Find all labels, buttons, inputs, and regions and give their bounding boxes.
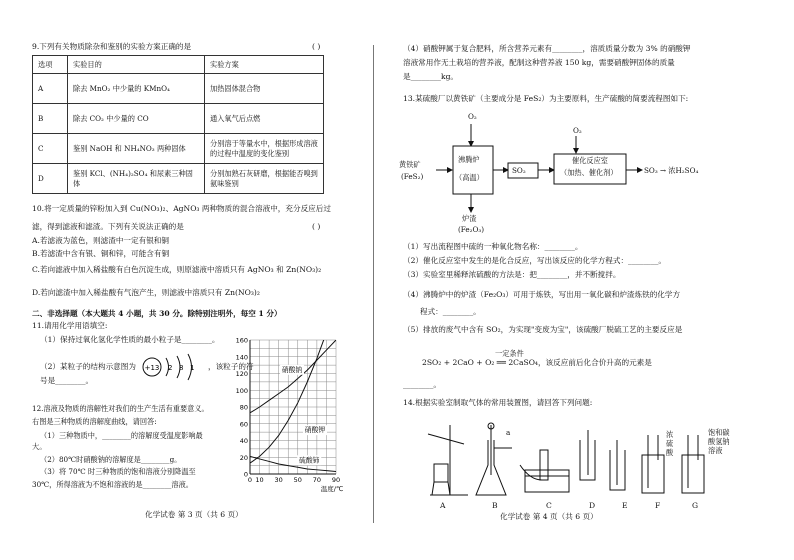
- table-cell: 除去 MnO₂ 中少量的 KMnO₄: [68, 74, 205, 104]
- table-cell: 通入氧气后点燃: [205, 104, 324, 134]
- q12-line-3: （1）三种物质中，________的溶解度受温度影响最: [40, 431, 203, 440]
- x-tick-label: 70: [312, 476, 322, 484]
- apparatus-label: C: [546, 501, 552, 510]
- oxygen-input-2: O₂: [573, 126, 582, 135]
- q12-line-4: 大。: [32, 442, 47, 451]
- ore-formula: (FeS₂): [401, 172, 424, 181]
- q10-answer-paren: ( ): [312, 222, 321, 231]
- page-footer-left: 化学试卷 第 3 页（共 6 页）: [145, 510, 243, 519]
- shell-electrons: 8: [179, 364, 184, 372]
- x-tick-label: 90: [331, 476, 341, 484]
- q13-part-3: （3）实验室里稀释浓硫酸的方法是：把________，并不断搅拌。: [403, 270, 621, 279]
- q11-part-1: （1）保持过氧化氢化学性质的最小粒子是________。: [40, 335, 220, 344]
- apparatus-label: D: [589, 501, 596, 510]
- product-label: → 浓H₂SO₄: [660, 166, 699, 175]
- apparatus-label-a-tube: a: [506, 428, 511, 437]
- y-tick-label: 140: [235, 353, 248, 362]
- q13-part-5a: （5）排放的废气中含有 SO₂，为实现"变废为宝"，该硫酸厂脱硫工艺的主要反应是: [403, 325, 683, 334]
- page-footer-right: 化学试卷 第 4 页（共 6 页）: [500, 512, 598, 521]
- converter-condition: （加热、催化剂）: [560, 168, 618, 177]
- apparatus-label: A: [440, 501, 446, 510]
- table-cell: D: [33, 164, 68, 194]
- converter-label: 催化反应室: [572, 156, 608, 165]
- y-tick-label: 40: [239, 437, 248, 445]
- apparatus-a: [428, 425, 468, 495]
- series-label: 硫酸铈: [299, 456, 320, 465]
- q12-line-5: （2）80℃时硝酸钠的溶解度是________g。: [40, 455, 182, 464]
- furnace-label: 沸腾炉: [458, 155, 480, 164]
- table-cell: 除去 CO₂ 中少量的 CO: [68, 104, 205, 134]
- table-header: 实验方案: [205, 56, 324, 74]
- apparatus-f: [642, 435, 664, 493]
- q13-part-2: （2）催化反应室中发生的是化合反应，写出该反应的化学方程式：________。: [403, 256, 667, 265]
- q13-part-4a: （4）沸腾炉中的炉渣（Fe₂O₃）可用于炼铁，写出用一氧化碳和炉渣炼铁的化学方: [403, 290, 681, 299]
- q12-part4-line2: 溶液常用作无土栽培的营养液，配制这种营养液 150 kg，需要硝酸钾固体的质量: [403, 58, 675, 67]
- atomic-structure-diagram: [140, 352, 210, 382]
- apparatus-c: [520, 450, 569, 492]
- y-tick-label: 20: [239, 453, 248, 462]
- series-label: 硝酸钾: [304, 426, 326, 435]
- q11-part-2b: ，该粒子的符: [208, 362, 254, 371]
- solubility-chart: [228, 334, 346, 494]
- y-tick-label: 160: [235, 336, 248, 345]
- table-cell: B: [33, 104, 68, 134]
- series-label: 硝酸钠: [281, 365, 303, 374]
- slag-formula: (Fe₂O₃): [458, 225, 485, 234]
- y-tick-label: 0: [243, 470, 248, 479]
- series-line-1: [250, 340, 336, 413]
- q12-part4-line3: 是________kg。: [403, 72, 459, 81]
- page-divider: [373, 45, 374, 523]
- q13-part-5c: ________。: [403, 380, 441, 389]
- q12-line-2: 右图是三种物质的溶解度曲线，请回答:: [32, 417, 157, 426]
- ore-label: 黄铁矿: [399, 160, 421, 169]
- furnace-condition: （高温）: [455, 173, 484, 182]
- table-header: 选项: [33, 56, 68, 74]
- apparatus-g: [682, 435, 704, 493]
- apparatus-label: E: [622, 501, 628, 510]
- slag-label: 炉渣: [462, 214, 477, 223]
- q12-line-6: （3）将 70℃ 时三种物质的饱和溶液分别降温至: [40, 467, 196, 476]
- q10-option-b: B.若滤渣中含有银、铜和锌，可能含有铜: [32, 249, 170, 258]
- table-cell: 鉴别 NaOH 和 NH₄NO₃ 两种固体: [68, 134, 205, 164]
- shell-electrons: 1: [190, 364, 195, 372]
- q11-part-2c: 号是________。: [40, 376, 94, 385]
- q13-stem: 13.某硫酸厂以黄铁矿（主要成分是 FeS₂）为主要原料，生产硫酸的简要流程图如下:: [403, 94, 689, 103]
- q9-answer-paren: ( ): [312, 42, 321, 51]
- series-line-3: [250, 456, 336, 471]
- y-tick-label: 80: [239, 403, 248, 412]
- so2-box-label: SO₂: [512, 166, 526, 175]
- x-tick-label: 10: [255, 476, 264, 484]
- apparatus-label: F: [655, 501, 661, 510]
- q12-line-7: 30℃，所得溶液为不饱和溶液的是________溶液。: [32, 480, 193, 489]
- table-cell: A: [33, 74, 68, 104]
- q13-part-1: （1）写出流程图中硫的一种氧化物名称：________。: [403, 242, 583, 251]
- table-cell: 鉴别 KCl、(NH₄)₂SO₄ 和尿素三种固体: [68, 164, 205, 194]
- q10-stem-1: 10.将一定质量的锌粉加入到 Cu(NO₃)₂、AgNO₃ 两种物质的混合溶液中，充分反应后过: [32, 204, 331, 213]
- q13-part-4b: 程式：________。: [420, 307, 481, 316]
- q9-options-table: [32, 55, 324, 194]
- table-cell: 加热固体混合物: [205, 74, 324, 104]
- q10-option-d: D.若向滤渣中加入稀盐酸有气泡产生，则滤液中溶质只有 Zn(NO₃)₂: [32, 288, 260, 297]
- q10-stem-2: 滤，得到滤液和滤渣。下列有关说法正确的是: [32, 222, 184, 231]
- q10-option-a: A.若滤液为蓝色，则滤渣中一定有银和铜: [32, 236, 169, 245]
- section-2-heading: 二、非选择题（本大题共 4 小题，共 30 分。除特别注明外，每空 1 分）: [32, 309, 282, 318]
- x-tick-label: 50: [293, 476, 302, 484]
- apparatus-f-reagent: 浓硫酸: [666, 430, 674, 457]
- q14-stem: 14.根据实验室制取气体的常用装置图，请回答下列问题:: [403, 398, 593, 407]
- x-axis-label: 温度/℃: [320, 485, 344, 493]
- x-tick-label: 0: [247, 476, 253, 484]
- y-tick-label: 60: [239, 420, 248, 429]
- y-tick-label: 120: [235, 370, 248, 378]
- q12-part4-line1: （4）硝酸钾属于复合肥料，所含营养元素有________，溶质质量分数为 3% 的硝酸钾: [403, 44, 691, 53]
- apparatus-label: B: [492, 501, 498, 510]
- q9-stem: 9.下列有关物质除杂和鉴别的实验方案正确的是: [32, 42, 192, 51]
- q11-stem: 11.请用化学用语填空:: [32, 321, 108, 330]
- shell-electrons: 2: [168, 364, 173, 372]
- table-cell: 分别加熟石灰研磨，根据能否嗅到氨味鉴别: [205, 164, 324, 194]
- q10-option-c: C.若向滤液中加入稀盐酸有白色沉淀生成，则原滤液中溶质只有 AgNO₃ 和 Zn(NO₃)₂: [32, 265, 322, 274]
- table-header: 实验目的: [68, 56, 205, 74]
- apparatus-g-reagent: 饱和碳酸氢钠溶液: [708, 428, 730, 455]
- table-cell: 分别溶于等量水中，根据形成溶液的过程中温度的变化鉴别: [205, 134, 324, 164]
- q13-equation: 2SO₂ + 2CaO + O₂ ══ 2CaSO₄，该反应前后化合价升高的元素是: [422, 358, 652, 367]
- table-cell: C: [33, 134, 68, 164]
- q12-line-1: 12.溶液及物质的溶解性对我们的生产生活有重要意义。: [32, 404, 209, 413]
- so3-label: SO₃: [644, 166, 658, 175]
- apparatus-label: G: [692, 501, 699, 510]
- y-tick-label: 100: [235, 386, 248, 395]
- x-tick-label: 30: [274, 476, 283, 484]
- equation-condition: 一定条件: [495, 349, 524, 358]
- q11-part-2a: （2）某粒子的结构示意图为: [40, 362, 136, 371]
- oxygen-input-1: O₂: [468, 112, 477, 121]
- apparatus-e: [610, 440, 625, 490]
- nucleus-charge: +13: [144, 364, 160, 372]
- apparatus-d: [580, 430, 595, 480]
